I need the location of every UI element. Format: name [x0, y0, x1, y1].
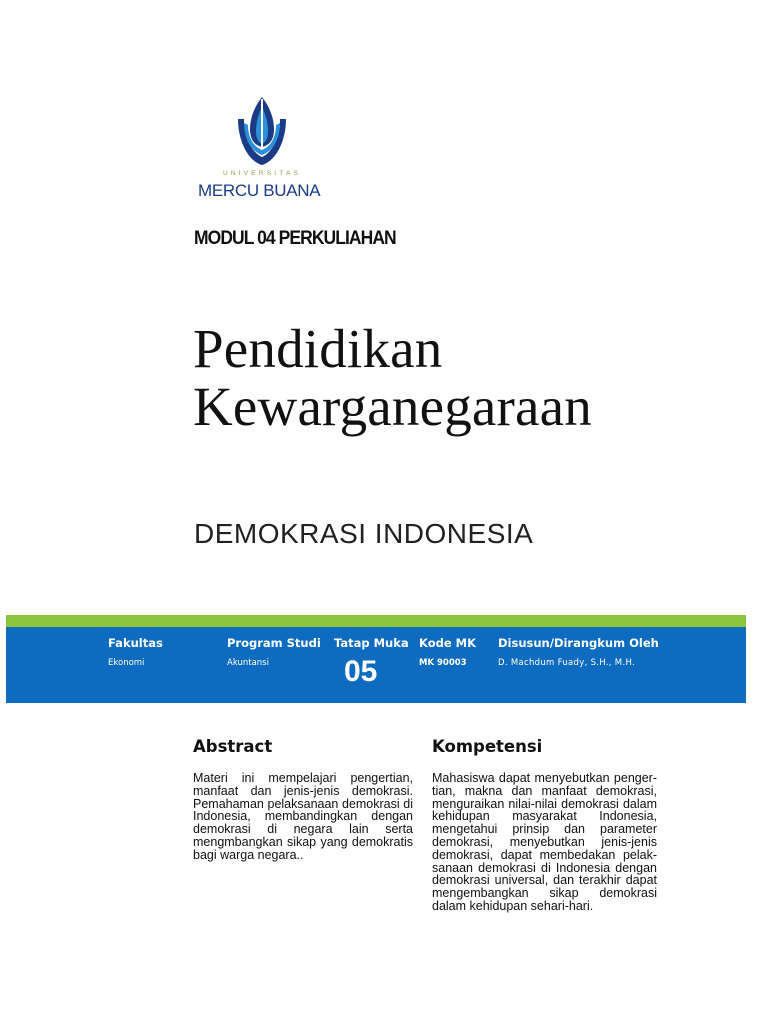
fakultas-label: Fakultas [108, 636, 163, 650]
course-title [193, 320, 592, 436]
kode-mk-label: Kode MK [419, 636, 477, 650]
mercu-buana-emblem-icon [232, 95, 292, 171]
kode-mk-value: MK 90003 [419, 658, 467, 668]
tatap-muka-label: Tatap Muka [334, 636, 409, 650]
fakultas-value: Ekonomi [108, 658, 145, 668]
program-studi-value: Akuntansi [227, 658, 269, 668]
abstract-text: Materi ini mempelajari pengertian, manfaat dan jenis-jenis demokrasi. Pemahaman pelaksanaan demokrasi di Indonesia, membandingkan dengan demokrasi di negara lain serta mengmbangkan sikap yang demokratis bagi warga negara.. [193, 771, 413, 862]
university-word: UNIVERSITAS [222, 170, 302, 177]
program-studi-label: Program Studi [227, 636, 321, 650]
course-title-line2: Kewarganegaraan [193, 376, 592, 437]
disusun-label: Disusun/Dirangkum Oleh [498, 636, 659, 650]
course-title-line1: Pendidikan [193, 318, 443, 379]
university-name: MERCU BUANA [198, 181, 321, 200]
kompetensi-text: Mahasiswa dapat menyebutkan penger-tian, makna dan manfaat demokrasi, menguraikan nilai-nilai demokrasi dalam kehidupan masyarakat Indonesia, mengetahui prinsip dan parameter demokrasi, menyebutkan jenis-jenis demokrasi, dapat membedakan pelak-sanaan demokrasi di Indonesia dengan demokrasi universal, dan terakhir dapat mengembangkan sikap demokrasi dalam kehidupan sehari-hari. [432, 771, 657, 913]
disusun-value: D. Machdum Fuady, S.H., M.H. [498, 658, 635, 668]
info-band [6, 627, 746, 703]
module-label: MODUL 04 PERKULIAHAN [194, 228, 396, 249]
tatap-muka-value: 05 [344, 655, 378, 688]
kompetensi-heading: Kompetensi [432, 737, 543, 756]
green-stripe [6, 615, 746, 627]
abstract-heading: Abstract [193, 737, 273, 756]
university-logo [194, 93, 330, 209]
topic-title: DEMOKRASI INDONESIA [194, 518, 534, 549]
